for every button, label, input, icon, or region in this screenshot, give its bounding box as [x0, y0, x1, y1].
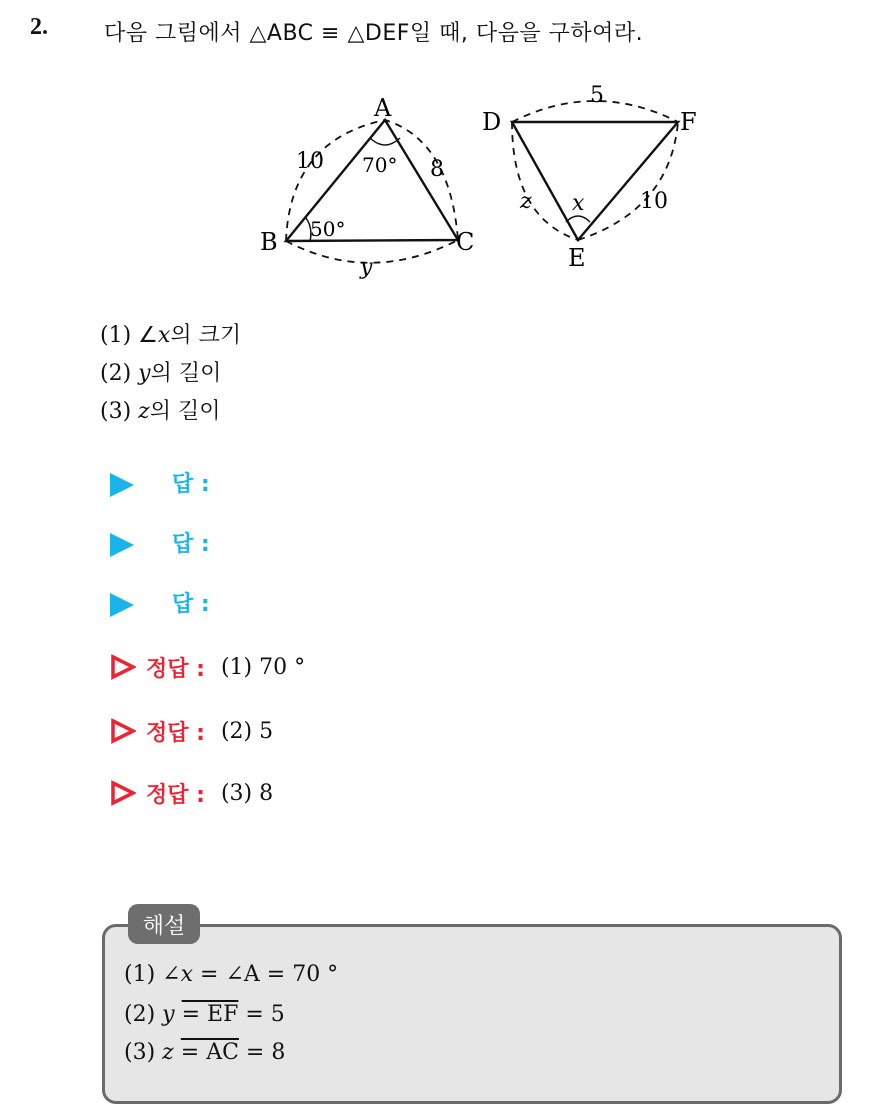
label-side-df: 5	[590, 83, 604, 108]
answer-blank-3[interactable]: 답 :	[110, 590, 134, 620]
label-c: C	[456, 228, 475, 256]
label-side-bc: y	[360, 255, 373, 280]
label-side-ac: 8	[430, 157, 444, 182]
outline-arrow-icon	[110, 718, 136, 744]
play-arrow-icon	[110, 593, 134, 617]
question-number: 2.	[30, 14, 48, 40]
correct-answer-3: 정답 : (3) 8	[110, 776, 273, 810]
outline-arrow-icon	[110, 780, 136, 806]
label-side-de: z	[520, 189, 532, 214]
label-a: A	[374, 94, 392, 122]
answer-blank-2[interactable]: 답 :	[110, 530, 134, 560]
outline-arrow-icon	[110, 654, 136, 680]
label-d: D	[482, 108, 502, 136]
label-e: E	[568, 244, 586, 272]
label-b: B	[260, 228, 278, 256]
label-angle-e: x	[572, 191, 585, 216]
label-f: F	[680, 108, 697, 136]
explanation-line-2: (2) y = EF = 5	[124, 1002, 285, 1027]
label-side-ef: 10	[640, 189, 668, 214]
explanation-line-1: (1) ∠x = ∠A = 70 °	[124, 962, 339, 987]
label-side-ab: 10	[296, 149, 324, 174]
play-arrow-icon	[110, 533, 134, 557]
subquestion-1: (1) ∠x의 크기	[100, 323, 242, 348]
explanation-line-3: (3) z = AC = 8	[124, 1040, 286, 1065]
explanation-tab: 해설	[128, 904, 200, 944]
play-arrow-icon	[110, 473, 134, 497]
congruent-triangles-figure	[250, 80, 720, 280]
triangle-abc	[286, 120, 458, 263]
triangle-def	[512, 101, 678, 240]
label-angle-b: 50°	[310, 217, 346, 241]
correct-answer-1: 정답 : (1) 70 °	[110, 650, 305, 684]
answer-blank-1[interactable]: 답 :	[110, 470, 134, 500]
label-angle-a: 70°	[362, 153, 398, 177]
subquestion-3: (3) z의 길이	[100, 399, 221, 424]
question-text: 다음 그림에서 △ABC ≡ △DEF일 때, 다음을 구하여라.	[104, 21, 644, 46]
subquestion-2: (2) y의 길이	[100, 361, 222, 386]
correct-answer-2: 정답 : (2) 5	[110, 714, 273, 748]
